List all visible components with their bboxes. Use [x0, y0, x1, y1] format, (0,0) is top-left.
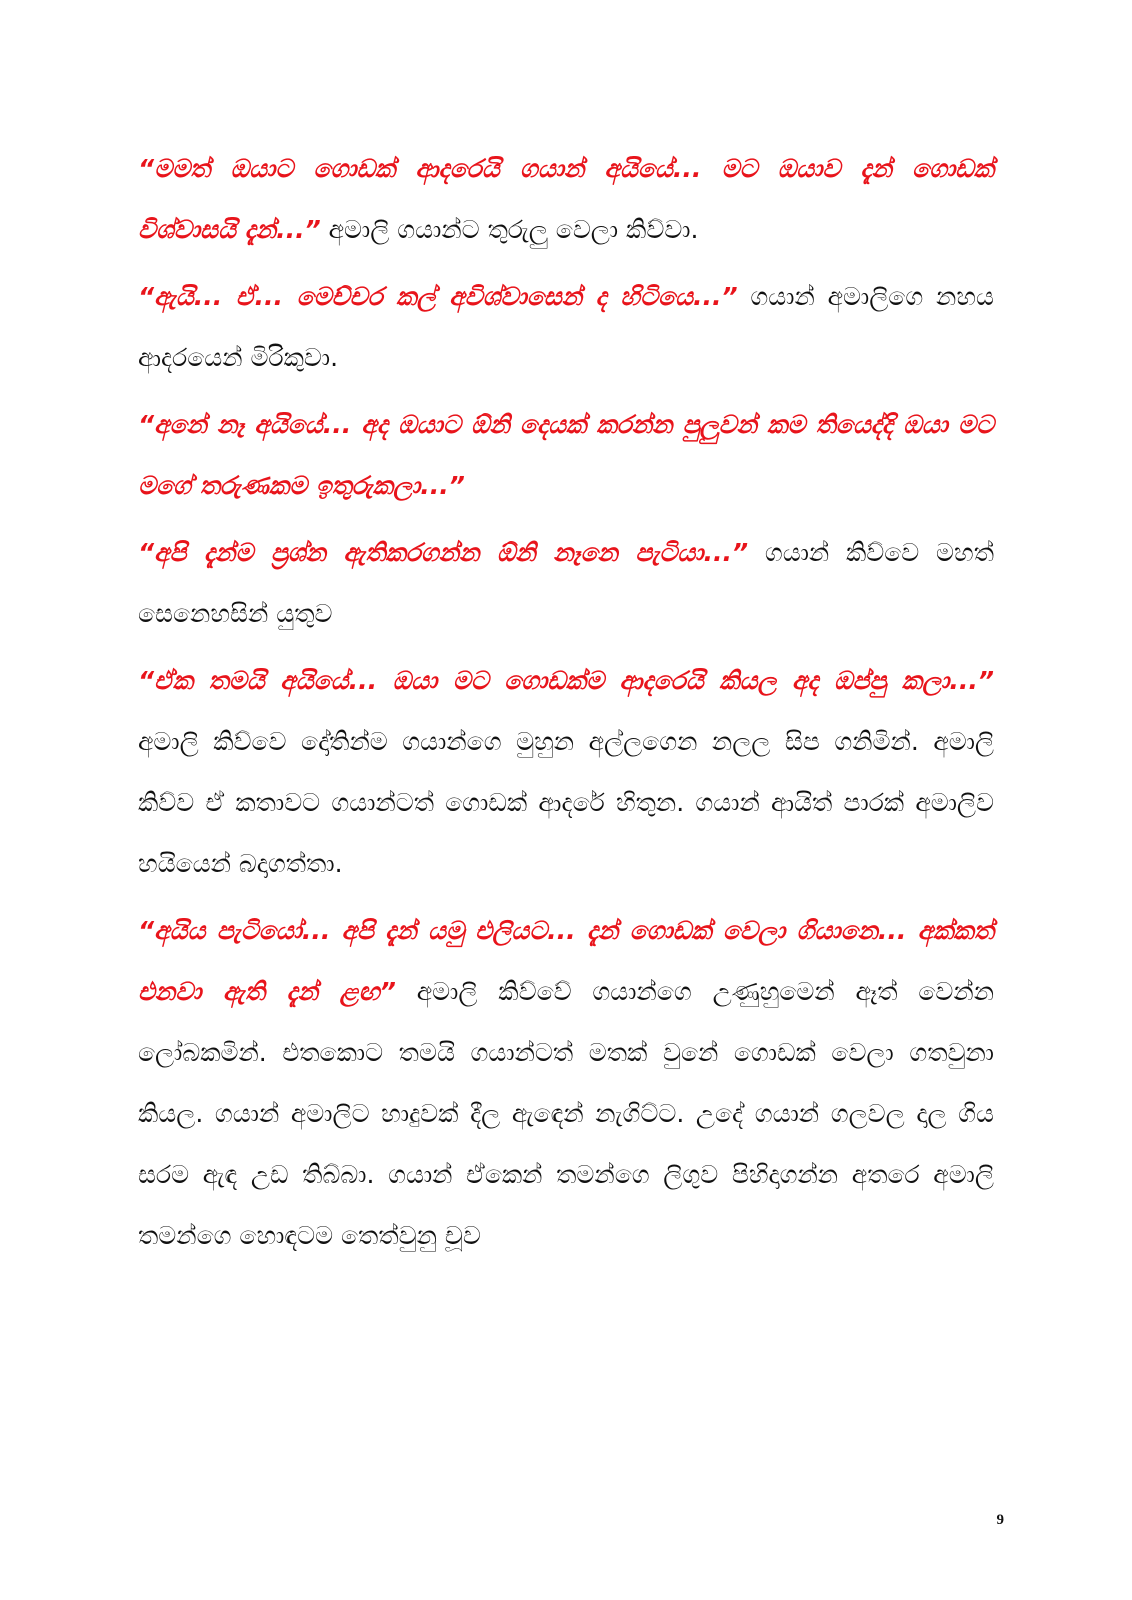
page-body — [138, 138, 994, 1266]
paragraph-6 — [138, 900, 994, 1266]
dialogue-text: “ඒක තමයි අයියේ... ඔයා මට ගොඩක්ම ආදරෙයි කියල අද ඔප්පු කලා...” — [138, 666, 994, 695]
paragraph-1 — [138, 138, 994, 260]
narration-text: අමාලි කිව්වේ ගයාන්ගෙ උණුහුමෙන් ඈත් වෙන්න ලෝබකමින්. එතකොට තමයි ගයාන්ටත් මතක් වුනේ ගොඩක් වෙලා ගතවුනා කියල. ගයාන් අමාලිට හාදුවක් දීල ඇඳෙන් නැගිට්ට. උදේ ගයාන් ගලවල දාල ගිය සරම ඇඳ උඩ තිබ්බා. ගයාන් ඒකෙන් තමන්ගෙ ලිගුව පිහිදාගන්න අතරෙ අමාලි තමන්ගෙ හොඳටම තෙත්වුනු චූව — [138, 977, 994, 1250]
dialogue-text: “අපි දැන්ම ප්‍රශ්න ඇතිකරගන්න ඕනි නෑනෙ පැටියා...” — [138, 538, 749, 567]
dialogue-text: “මමත් ඔයාට ගොඩක් ආදරෙයි ගයාන් අයියේ... මට ඔයාව දැන් ගොඩක් විශ්වාසයි දැන්...” — [138, 154, 994, 244]
paragraph-2 — [138, 266, 994, 388]
dialogue-text: “අයිය පැටියෝ... අපි දැන් යමු එලියට... දැන් ගොඩක් වෙලා ගියානෙ... අක්කත් එනවා ඇති දැන් ළඟ” — [138, 916, 994, 1006]
dialogue-text: “ඇයි... ඒ... මෙච්චර කල් අවිශ්වාසෙන් ද හිටියෙ...” — [138, 282, 738, 311]
paragraph-3 — [138, 394, 994, 516]
paragraph-4 — [138, 522, 994, 644]
narration-text: ගයාන් කිව්වෙ මහත් සෙනෙහසින් යුතුව — [138, 538, 994, 628]
paragraph-5 — [138, 650, 994, 894]
dialogue-text: “අනේ නෑ අයියේ... අද ඔයාට ඕනි දෙයක් කරන්න පුලුවන් කම තියෙද්දි ඔයා මට මගේ තරුණකම ඉතුරුකලා...” — [138, 410, 994, 500]
page-number: 9 — [996, 1512, 1004, 1528]
narration-text: අමාලි ගයාන්ට තුරුලු වෙලා කිව්වා. — [320, 215, 699, 244]
narration-text: ගයාන් අමාලිගෙ නහය ආදරයෙන් මිරිකුවා. — [138, 282, 994, 372]
narration-text: අමාලි කිව්වෙ දෝතින්ම ගයාන්ගෙ මුහුන අල්ලගෙන නලල සිප ගනිමින්. අමාලි කිව්ව ඒ කතාවට ගයාන්ටත් ගොඩක් ආදරේ හිතුන. ගයාන් ආයිත් පාරක් අමාලිව හයියෙන් බදාගත්තා. — [138, 727, 994, 878]
